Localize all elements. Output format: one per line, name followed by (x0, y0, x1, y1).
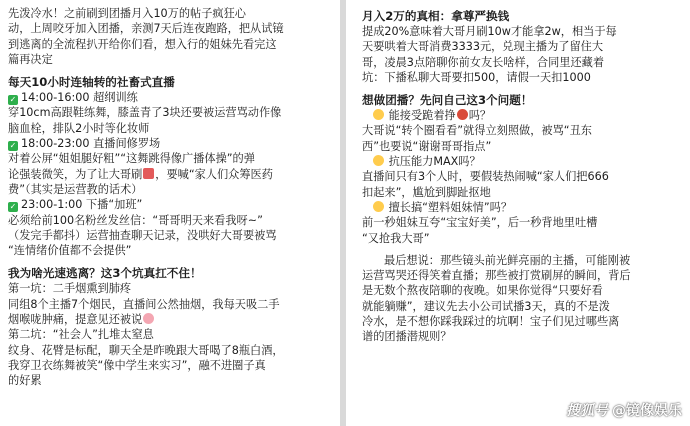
text-line: 费”（其实是运营教的话术） (8, 182, 143, 196)
left-page (0, 0, 340, 426)
text-line: 西”也要说“谢谢哥哥指点” (362, 139, 492, 153)
pig-icon (143, 313, 154, 324)
text-line: 必须给前100名粉丝发丝信：“哥哥明天来看我呀~” (8, 213, 263, 227)
intro-line: 先泼冷水！之前刷到团播月入10万的帖子疯狂心 (8, 7, 246, 20)
section-title-questions: 想做团播？先问自己这3个问题！ (362, 93, 533, 108)
text-line: 是无数个熬夜陪聊的夜晚。如果你觉得“只要好看 (362, 284, 603, 298)
text-line: 大哥说“转个圈看看”就得立刻照做，被骂“丑东 (362, 124, 592, 138)
text-line: 直播间只有3个人时，要假装热闹喊“家人们把666 (362, 170, 609, 184)
tear-face-icon (373, 201, 384, 212)
text-line: “连情绪价值都不会提供” (8, 244, 132, 258)
schedule-item: 23:00-1:00 下播“加班” (21, 198, 143, 212)
text-segment: 论强装微笑，为了让大哥刷 (8, 167, 143, 181)
check-icon: ✓ (9, 141, 17, 151)
text-segment: 抗压能力MAX吗？ (388, 155, 481, 169)
text-line: （发完手都抖）运营抽查聊天记录，没哄好大哥要被骂 (8, 228, 277, 242)
check-icon: ✓ (9, 95, 17, 105)
section-title-escape: 我为啥光速逃离？这3个坑真扛不住！ (8, 266, 202, 281)
text-line: 冷水，是不想你踩我踩过的坑啊！宝子们见过哪些离 (362, 315, 620, 329)
text-line: 哥，凌晨3点陪聊你前女友长啥样，合同里还藏着 (362, 55, 605, 69)
text-line: 最后想说：那些镜头前光鲜亮丽的主播，可能刚被 (384, 253, 631, 267)
text-line: 前一秒姐妹互夸“宝宝好美”，后一秒背地里吐槽 (362, 216, 598, 230)
watermark (566, 400, 682, 420)
text-line: 纹身、花臂是标配，聊天全是昨晚跟大哥喝了8瓶白酒， (8, 343, 284, 357)
text-line: 脑血栓，排队2小时等化妆师 (8, 121, 150, 135)
text-line: 第一坑：二手烟熏到肺疼 (8, 282, 132, 296)
text-line: 天要哄着大哥消费3333元，兑现主播为了留住大 (362, 40, 604, 54)
text-line: 第二坑：“社会人”扎堆太窒息 (8, 328, 154, 342)
intro-line: 动，上周咬牙加入团播，亲测7天后连夜跑路，把从试镜 (8, 22, 284, 36)
text-segment: 擅长搞“塑料姐妹情”吗？ (388, 200, 513, 214)
text-line: 对着公屏“姐姐腿好粗”“这舞跳得像广播体操”的弹 (8, 152, 255, 166)
tear-face-icon (373, 155, 384, 166)
check-icon: ✓ (9, 202, 17, 212)
text-line: 的好累 (8, 374, 42, 388)
right-page (346, 0, 690, 426)
intro-line: 到逃离的全流程扒开给你们看，想入行的姐妹先看完这 (8, 37, 277, 51)
tear-face-icon (373, 109, 384, 120)
schedule-item: 14:00-16:00 超纲训练 (21, 91, 138, 105)
text-line: 就能躺赚”，建议先去小公司试播3天，真的不是泼 (362, 299, 610, 313)
watermark-text: @镜像娱乐 (612, 403, 682, 419)
text-line: “又抢我大哥” (362, 231, 430, 245)
text-line: 我穿卫衣练舞被笑“像中学生来实习”，融不进圈子真 (8, 358, 266, 372)
schedule-item: 18:00-23:00 直播间修罗场 (21, 137, 161, 151)
text-segment: 吗？ (468, 109, 492, 123)
section-title-truth: 月入2万的真相：拿尊严换钱 (362, 9, 510, 23)
text-line: 提成20%意味着大哥月刷10w才能拿2w，相当于每 (362, 25, 617, 38)
text-segment: 烟喉咙肿痛，提意见还被说 (8, 313, 143, 327)
text-segment: 能接受跪着挣 (388, 109, 456, 123)
intro-line: 篇再决定 (8, 52, 53, 66)
section-title-schedule: 每天10小时连轴转的社畜式直播 (8, 75, 175, 90)
text-line: 扣起来”，尴尬到脚趾抠地 (362, 185, 491, 199)
text-line: 穿10cm高跟鞋练舞，膝盖青了3块还要被运营骂动作像 (8, 106, 282, 120)
text-segment: ，要喊“家人们众筹医药 (155, 167, 273, 181)
text-line: 同组8个主播7个烟民，直播间公然抽烟，我每天吸二手 (8, 297, 280, 311)
text-line: 坑：下播私聊大哥要扣500，请假一天扣1000 (362, 70, 591, 84)
text-line: 谱的团播潜规则？ (362, 330, 452, 344)
gift-icon (143, 168, 154, 179)
text-line: 运营骂哭还得笑着直播；那些被打赏刷屏的瞬间，背后 (362, 269, 631, 283)
watermark-logo: 搜狐号 (566, 403, 608, 419)
money-bag-icon (457, 109, 468, 120)
